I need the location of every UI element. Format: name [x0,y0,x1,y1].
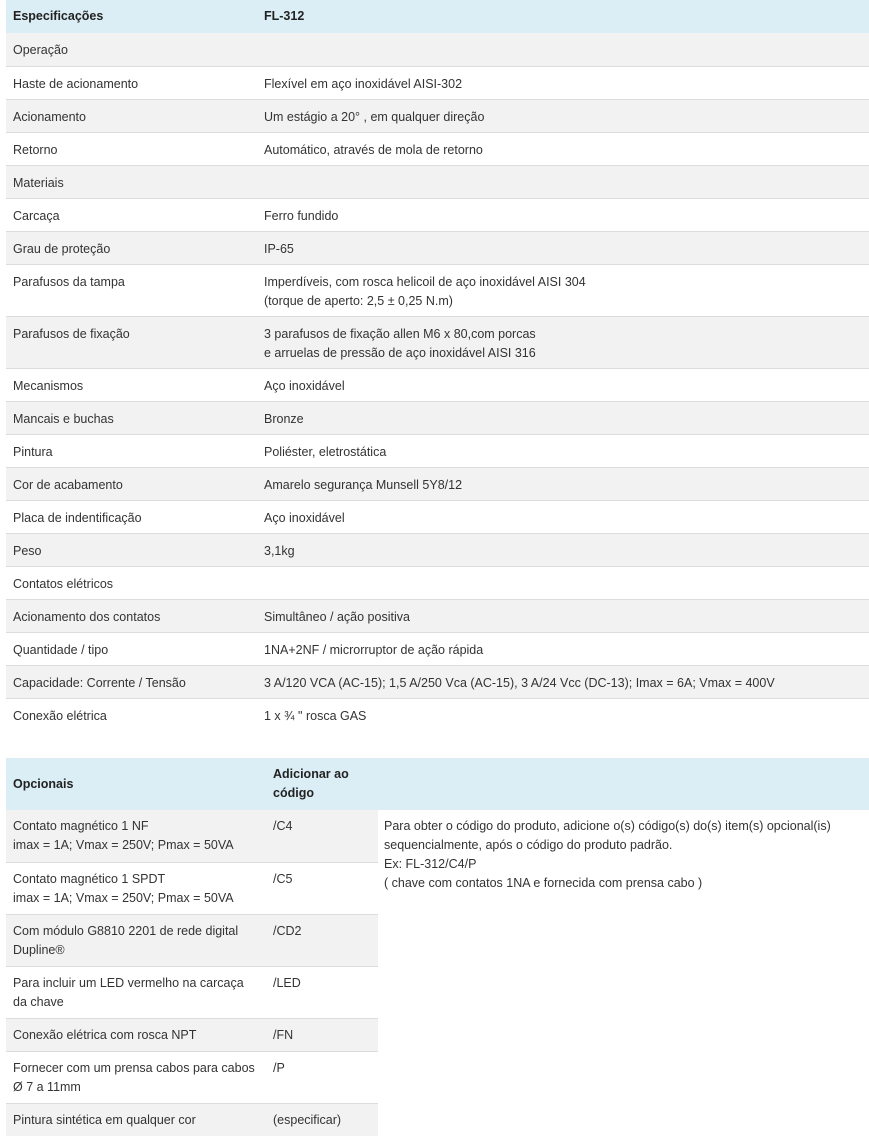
option-label: Contato magnético 1 SPDT imax = 1A; Vmax = 250V; Pmax = 50VA [6,862,266,914]
table-row [6,914,378,966]
spec-value: Ferro fundido [257,198,869,231]
options-section [6,758,869,1136]
spec-label: Capacidade: Corrente / Tensão [6,665,257,698]
option-code: /FN [266,1018,378,1051]
spec-label: Materiais [6,165,257,198]
option-code: /P [266,1051,378,1103]
table-row [6,434,869,467]
spec-label: Contatos elétricos [6,566,257,599]
table-row [6,231,869,264]
spec-label: Parafusos da tampa [6,264,257,316]
table-row [6,33,869,66]
options-header-row [6,758,869,810]
spec-value: Automático, através de mola de retorno [257,132,869,165]
options-header-label: Opcionais [13,777,74,791]
table-row [6,1051,378,1103]
table-row [6,632,869,665]
spec-value [257,165,869,198]
table-row [6,316,869,368]
spec-value: Aço inoxidável [257,368,869,401]
option-code: /C5 [266,862,378,914]
spec-value [257,566,869,599]
option-code: (especificar) [266,1103,378,1136]
spec-label: Parafusos de fixação [6,316,257,368]
spec-label: Placa de indentificação [6,500,257,533]
table-row [6,665,869,698]
option-label: Conexão elétrica com rosca NPT [6,1018,266,1051]
spec-value: 3,1kg [257,533,869,566]
option-label: Contato magnético 1 NF imax = 1A; Vmax = 250V; Pmax = 50VA [6,810,266,862]
spec-label: Mancais e buchas [6,401,257,434]
spec-value: Bronze [257,401,869,434]
spec-label: Operação [6,33,257,66]
spec-value: 1 x ¾ " rosca GAS [257,698,869,731]
table-row [6,862,378,914]
spec-label: Grau de proteção [6,231,257,264]
code-header-label: Adicionar ao código [273,767,349,800]
spec-label: Acionamento dos contatos [6,599,257,632]
spec-value [257,33,869,66]
table-row [6,165,869,198]
spec-value: Imperdíveis, com rosca helicoil de aço inoxidável AISI 304 (torque de aperto: 2,5 ± 0,25 N.m) [257,264,869,316]
table-row [6,966,378,1018]
spec-label: Carcaça [6,198,257,231]
spec-value: 1NA+2NF / microrruptor de ação rápida [257,632,869,665]
spec-value: Aço inoxidável [257,500,869,533]
spec-value: IP-65 [257,231,869,264]
option-label: Pintura sintética em qualquer cor [6,1103,266,1136]
table-row [6,467,869,500]
spec-label: Pintura [6,434,257,467]
specifications-header-row [6,0,869,33]
table-row [6,810,378,862]
table-row [6,599,869,632]
table-row [6,401,869,434]
spec-value: Amarelo segurança Munsell 5Y8/12 [257,467,869,500]
table-row [6,566,869,599]
table-row [6,198,869,231]
option-label: Com módulo G8810 2201 de rede digital Dupline® [6,914,266,966]
table-row [6,66,869,99]
spec-label: Retorno [6,132,257,165]
specifications-header-label: Especificações [6,0,257,33]
specifications-table [6,0,869,731]
option-label: Para incluir um LED vermelho na carcaça da chave [6,966,266,1018]
table-row [6,698,869,731]
option-code: /LED [266,966,378,1018]
model-header-label: FL-312 [257,0,869,33]
table-row [6,1018,378,1051]
option-code: /C4 [266,810,378,862]
spec-value: Poliéster, eletrostática [257,434,869,467]
spec-label: Conexão elétrica [6,698,257,731]
spec-value: 3 A/120 VCA (AC-15); 1,5 A/250 Vca (AC-15), 3 A/24 Vcc (DC-13); Imax = 6A; Vmax = 400V [257,665,869,698]
options-table [6,810,378,1136]
spec-label: Peso [6,533,257,566]
options-note [378,810,869,1136]
spec-value: Um estágio a 20° , em qualquer direção [257,99,869,132]
spec-value: Flexível em aço inoxidável AISI-302 [257,66,869,99]
spec-label: Mecanismos [6,368,257,401]
spec-value: 3 parafusos de fixação allen M6 x 80,com porcas e arruelas de pressão de aço inoxidável AISI 316 [257,316,869,368]
table-row [6,1103,378,1136]
option-label: Fornecer com um prensa cabos para cabos Ø 7 a 11mm [6,1051,266,1103]
table-row [6,264,869,316]
spec-label: Quantidade / tipo [6,632,257,665]
option-code: /CD2 [266,914,378,966]
spec-value: Simultâneo / ação positiva [257,599,869,632]
table-row [6,132,869,165]
spec-label: Cor de acabamento [6,467,257,500]
spec-label: Haste de acionamento [6,66,257,99]
table-row [6,533,869,566]
table-row [6,99,869,132]
table-row [6,368,869,401]
spec-label: Acionamento [6,99,257,132]
table-row [6,500,869,533]
options-note-text: Para obter o código do produto, adicione o(s) código(s) do(s) item(s) opcional(is) sequencialmente, após o código do produto padrão. Ex: FL-312/C4/P ( chave com contatos 1NA e fornecida com prensa cabo ) [384,819,831,890]
